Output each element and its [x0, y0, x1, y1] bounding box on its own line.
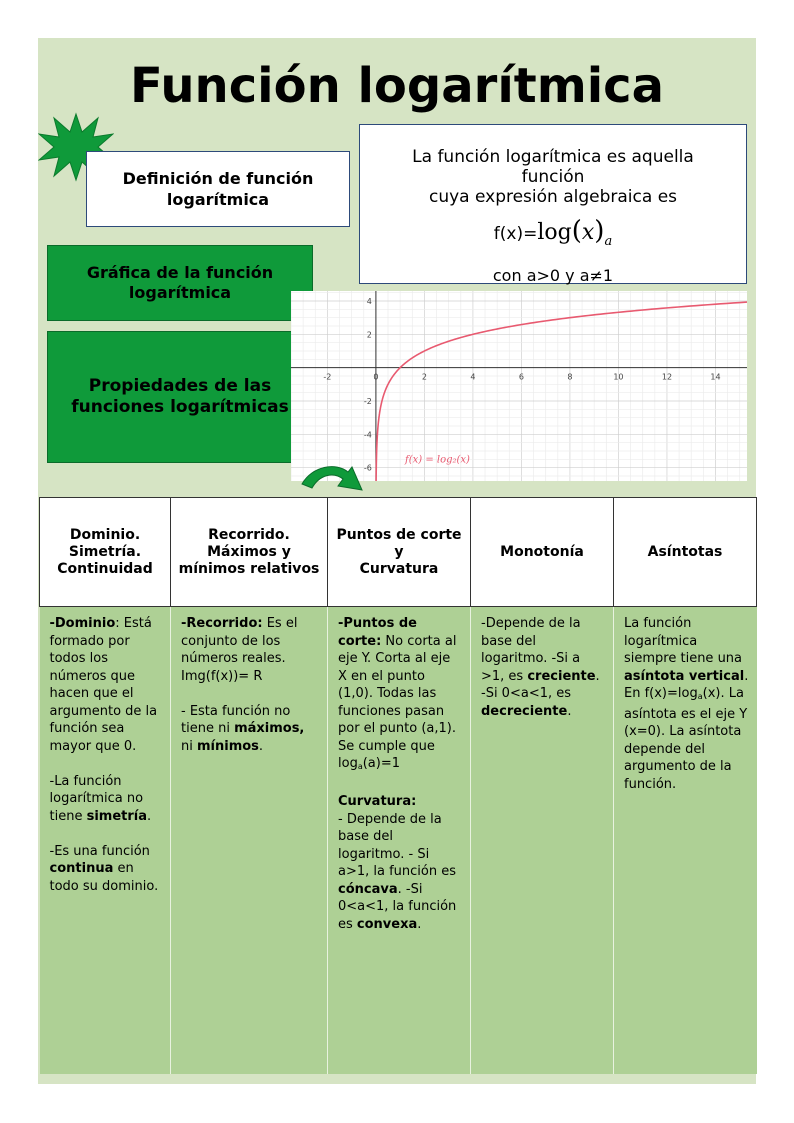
text-run: La función logarítmica siempre tiene una: [624, 616, 743, 666]
text-run: -Depende de la base del logaritmo. -Si a >1, es: [481, 616, 581, 684]
header-line: y: [394, 543, 404, 560]
bold-text: creciente: [527, 668, 596, 684]
series-label: f(x) = log₂(x): [405, 454, 470, 466]
formula-condition: con a>0 y a≠1: [492, 266, 614, 285]
text-run: .: [147, 808, 152, 824]
definition-label-box: [86, 151, 350, 227]
graph-label-box: Gráfica de la función logarítmica: [47, 245, 313, 321]
text-run: .: [258, 738, 264, 754]
curved-arrow-icon: [296, 458, 368, 500]
bold-text: -Dominio: [49, 616, 116, 631]
cell-paragraph: [624, 615, 749, 793]
table-header-3: [471, 498, 614, 607]
bold-text: -Puntos de corte:: [338, 616, 417, 649]
definition-label-line2: logarítmica: [166, 190, 270, 209]
bold-text: continua: [49, 861, 114, 876]
text-run: - Esta función no tiene ni: [181, 703, 291, 736]
text-run: . -Si 0<a<1, la función es: [338, 881, 457, 932]
cell-paragraph: [338, 615, 462, 776]
cell-paragraph: [481, 615, 605, 720]
table-cell-3: [471, 607, 614, 1075]
header-line: Monotonía: [500, 543, 584, 560]
header-line: mínimos relativos: [178, 560, 320, 577]
x-tick-label: 10: [613, 372, 624, 382]
table-body-row: [40, 607, 757, 1075]
bold-text: convexa: [356, 916, 418, 932]
text-run: en todo su dominio.: [49, 861, 159, 894]
bold-text: -Recorrido:: [181, 616, 263, 631]
table-cell-4: [614, 607, 757, 1075]
text-run: No corta al eje Y. Corta al eje X en el punto (1,0). Todas las funciones pasan por el punto (a,1). Se cumple que log: [338, 633, 457, 771]
cell-paragraph: [181, 615, 319, 685]
text-run: a: [357, 762, 363, 771]
header-line: Puntos de corte: [336, 526, 462, 543]
text-run: (x). La asíntota es el eje Y (x=0). La asíntota depende del argumento de la función.: [624, 686, 748, 792]
text-run: .: [567, 703, 572, 719]
header-line: Recorrido.: [208, 526, 290, 543]
cell-paragraph: [50, 843, 163, 896]
y-tick-label: -4: [363, 430, 372, 440]
text-run: -La función logarítmica no tiene: [49, 773, 144, 824]
header-line: Curvatura: [359, 560, 439, 577]
table-cell-2: [328, 607, 471, 1075]
definition-text-line1: La función logarítmica es aquella función: [412, 147, 694, 187]
cell-paragraph: [181, 703, 319, 756]
x-tick-label: 2: [421, 372, 427, 382]
table-header-row: [40, 498, 757, 607]
formula: $f(x)=\log(x)_a$: [493, 216, 613, 249]
cell-paragraph: [338, 793, 462, 933]
text-run: - Depende de la base del logaritmo. - Si a>1, la función es: [338, 811, 457, 879]
x-tick-label: 0: [373, 372, 379, 382]
x-tick-label: 4: [470, 372, 476, 382]
text-run: . -Si 0<a<1, es: [481, 668, 600, 701]
text-run: -Es una función: [49, 843, 150, 859]
x-tick-label: 14: [710, 372, 721, 382]
y-tick-label: -6: [363, 463, 372, 473]
page-title: Función logarítmica: [129, 58, 665, 114]
header-line: Asíntotas: [647, 543, 723, 560]
y-tick-label: -2: [363, 397, 372, 406]
table-header-1: [171, 498, 328, 607]
properties-table: [39, 497, 757, 1074]
bold-text: cóncava: [338, 881, 398, 897]
text-run: . En f(x)=log: [624, 668, 749, 701]
x-tick-label: 6: [518, 372, 524, 382]
properties-label-box: Propiedades de las funciones logarítmicas: [47, 331, 313, 463]
text-run: Es el conjunto de los números reales. Img(f(x))= R: [181, 616, 298, 684]
x-tick-label: 12: [661, 372, 673, 382]
y-tick-label: 4: [366, 297, 372, 306]
x-tick-label: -2: [323, 372, 332, 382]
definition-text-line2: cuya expresión algebraica es: [428, 187, 678, 207]
table-cell-1: [171, 607, 328, 1075]
header-line: Dominio.: [69, 526, 141, 543]
text-run: (a)=1: [362, 756, 401, 771]
bold-text: Curvatura:: [338, 794, 417, 809]
bold-text: máximos,: [234, 721, 305, 736]
table-header-0: [40, 498, 171, 607]
bold-text: simetría: [86, 808, 147, 824]
table-cell-0: [40, 607, 171, 1075]
header-line: Continuidad: [57, 560, 153, 577]
bold-text: decreciente: [481, 703, 568, 719]
text-run: .: [417, 916, 422, 932]
cell-paragraph: [50, 773, 163, 826]
table-header-2: [328, 498, 471, 607]
definition-label-line1: Definición de función: [122, 169, 314, 188]
cell-paragraph: [50, 615, 163, 755]
table-header-4: [614, 498, 757, 607]
y-tick-label: 2: [366, 330, 372, 340]
text-run: : Está formado por todos los números que hacen que el argumento de la función sea mayor que 0.: [49, 616, 158, 754]
text-run: ni: [181, 738, 197, 754]
bold-text: mínimos: [196, 738, 259, 754]
bold-text: asíntota vertical: [624, 668, 745, 684]
definition-text-box: [359, 124, 747, 284]
header-line: Simetría.: [68, 543, 142, 560]
x-tick-label: 8: [567, 372, 573, 382]
header-line: Máximos y: [207, 543, 291, 560]
text-run: a: [697, 692, 703, 701]
log-function-chart: [291, 291, 747, 481]
